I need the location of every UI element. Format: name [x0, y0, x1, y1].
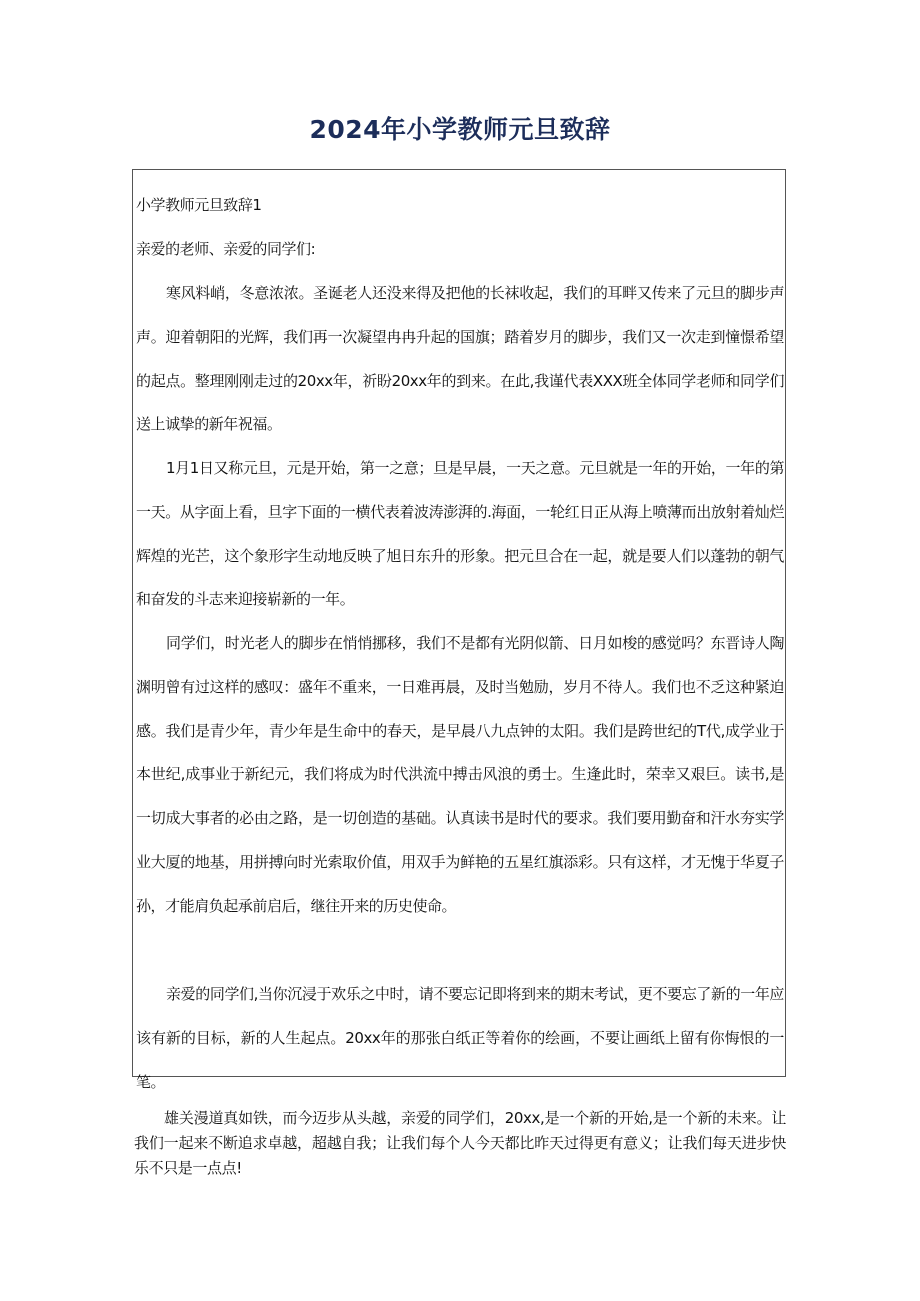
body-paragraph-3: 同学们，时光老人的脚步在悄悄挪移，我们不是都有光阴似箭、日月如梭的感觉吗？东晋诗人陶渊明曾有过这样的感叹：盛年不重来，一日难再晨，及时当勉励，岁月不待人。我们也不乏这种紧迫感。我们是青少年，青少年是生命中的春天，是早晨八九点钟的太阳。我们是跨世纪的T代,成学业于本世纪,成事业于新纪元，我们将成为时代洪流中搏击风浪的勇士。生逢此时，荣幸又艰巨。读书,是一切成大事者的必由之路，是一切创造的基础。认真读书是时代的要求。我们要用勤奋和汗水夯实学业大厦的地基，用拼搏向时光索取价值，用双手为鲜艳的五星红旗添彩。只有这样，才无愧于华夏子孙，才能肩负起承前启后，继往开来的历史使命。	[136, 634, 784, 915]
body-paragraph-4: 亲爱的同学们,当你沉浸于欢乐之中时，请不要忘记即将到来的期末考试，更不要忘了新的一年应该有新的目标，新的人生起点。20xx年的那张白纸正等着你的绘画，不要让画纸上留有你悔恨的一笔。	[136, 985, 784, 1091]
content-box	[132, 169, 786, 1091]
closing-paragraph: 雄关漫道真如铁，而今迈步从头越，亲爱的同学们，20xx,是一个新的开始,是一个新的未来。让我们一起来不断追求卓越，超越自我；让我们每个人今天都比昨天过得更有意义；让我们每天进步快乐不只是一点点!	[134, 1109, 786, 1177]
body-paragraph-2: 1月1日又称元旦，元是开始，第一之意；旦是早晨，一天之意。元旦就是一年的开始，一年的第一天。从字面上看，旦字下面的一横代表着波涛澎湃的.海面，一轮红日正从海上喷薄而出放射着灿烂辉煌的光芒，这个象形字生动地反映了旭日东升的形象。把元旦合在一起，就是要人们以蓬勃的朝气和奋发的斗志来迎接崭新的一年。	[136, 459, 784, 609]
salutation: 亲爱的老师、亲爱的同学们:	[136, 240, 316, 258]
document-title: 2024年小学教师元旦致辞	[309, 115, 611, 144]
body-paragraph-1: 寒风料峭，冬意浓浓。圣诞老人还没来得及把他的长袜收起，我们的耳畔又传来了元旦的脚步声声。迎着朝阳的光辉，我们再一次凝望冉冉升起的国旗；踏着岁月的脚步，我们又一次走到憧憬希望的起点。整理刚刚走过的20xx年，祈盼20xx年的到来。在此,我谨代表XXX班全体同学老师和同学们送上诚挚的新年祝福。	[136, 284, 784, 434]
section-heading: 小学教师元旦致辞1	[136, 196, 262, 214]
